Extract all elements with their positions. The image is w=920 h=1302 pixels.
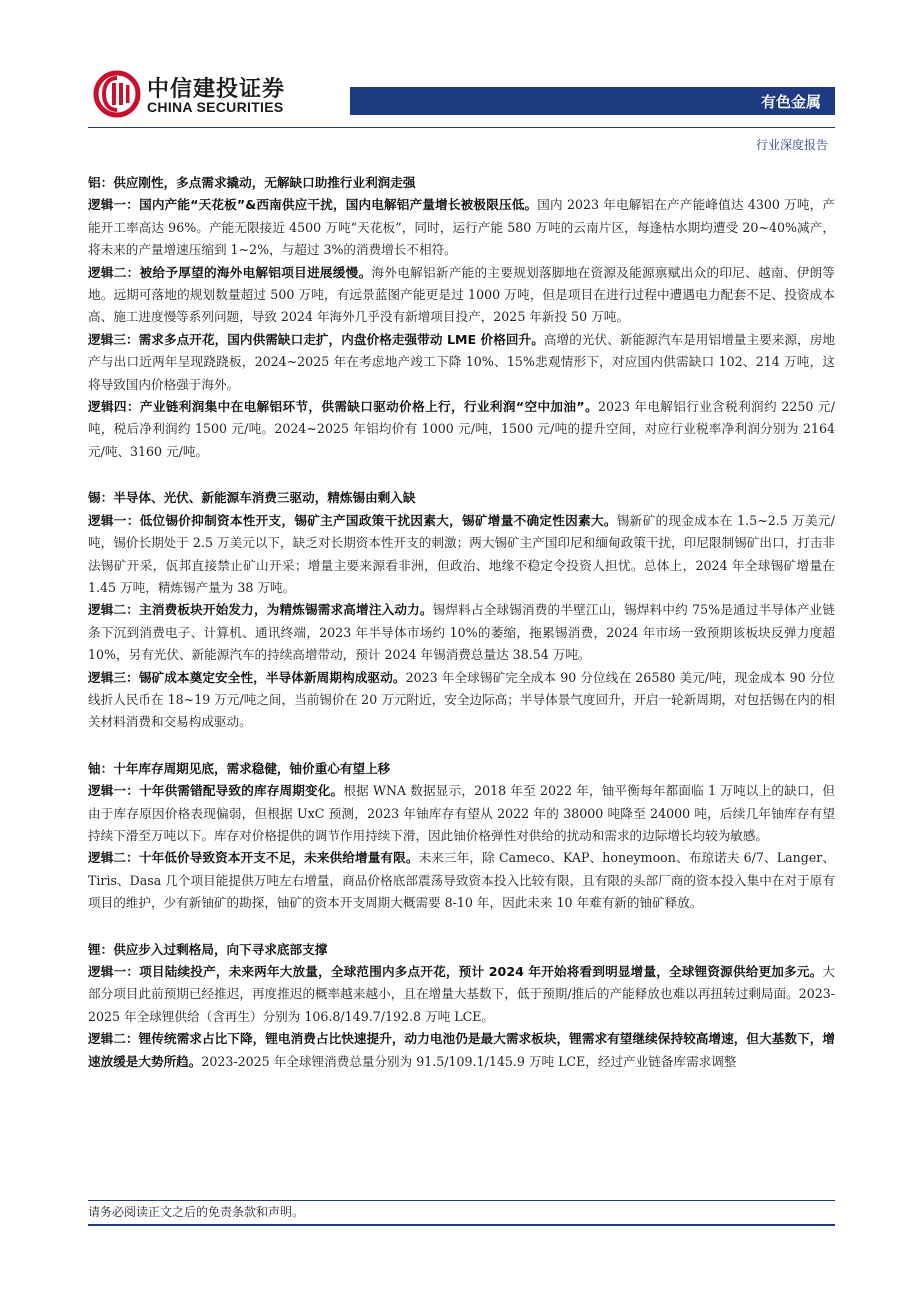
paragraph-body: 海外电解铝新产能的主要规划落脚地在资源及能源禀赋出众的印尼、越南、伊朗等地。远期可落地的规划数量超过 500 万吨，有远景蓝图产能更是过 1000 万吨，但是项目在进行过程中遭遇电力配套不足、投资成本高、施工进度慢等系列问题，导致 2024 年海外几乎没有新增项目投产，2025 年新投 50 万吨。	[88, 264, 836, 325]
paragraph	[88, 599, 835, 666]
paragraph-lead: 逻辑一：项目陆续投产，未来两年大放量，全球范围内多点开花，预计 2024 年开始将看到明显增量，全球锂资源供给更加多元。	[88, 964, 823, 979]
paragraph-body: 2023 年全球锡矿完全成本 90 分位线在 26580 美元/吨，现金成本 90 分位线折人民币在 18~19 万元/吨之间，当前锡价在 20 万元附近，安全边际高；半导体景气度回升，开启一轮新周期，对包括锡在内的相关材料消费和交易构成驱动。	[88, 669, 836, 730]
section-lithium	[88, 939, 835, 1073]
paragraph-body: 根据 WNA 数据显示，2018 年至 2022 年，铀平衡每年都面临 1 万吨以上的缺口，但由于库存原因价格表现偏弱，但根据 UxC 预测，2023 年铀库存有望从 2022 年的 38000 吨降至 24000 吨，后续几年铀库存有望持续下滑至万吨以下。库存对价格提供的调节作用持续下滑，因此铀价格弹性对供给的扰动和需求的边际增长均较为敏感。	[88, 783, 836, 843]
paragraph	[88, 1028, 835, 1073]
footer-bottom-divider	[88, 1224, 835, 1226]
paragraph-lead: 逻辑二：锂传统需求占比下降，锂电消费占比快速提升，动力电池仍是最大需求板块，锂需求有望继续保持较高增速，但大基数下，增速放缓是大势所趋。	[88, 1031, 835, 1069]
paragraph	[88, 396, 835, 463]
section-aluminum	[88, 172, 835, 463]
paragraph	[88, 847, 835, 914]
paragraph-body: 锡新矿的现金成本在 1.5~2.5 万美元/吨，锡价长期处于 2.5 万美元以下，缺乏对长期资本性开支的刺激；两大锡矿主产国印尼和缅甸政策干扰，印尼限制锡矿出口，打击非法锡矿开采，佤邦直接禁止矿山开采；增量主要来源看非洲，但政治、地缘不稳定令投资人担忧。总体上，2024 年全球锡矿增量在 1.45 万吨，精炼锡产量为 38 万吨。	[88, 512, 836, 595]
paragraph	[88, 329, 835, 396]
paragraph-lead: 逻辑一：低位锡价抑制资本性开支，锡矿主产国政策干扰因素大，锡矿增量不确定性因素大。	[88, 512, 617, 528]
paragraph-body: 国内 2023 年电解铝在产产能峰值达 4300 万吨，产能开工率高达 96%。产能无限接近 4500 万吨“天花板”，同时，运行产能 580 万吨的云南片区，每逢枯水期均遭受 20~40%减产，将未来的产量增速压缩到 1~2%，与超过 3%的消费增长不相符。	[88, 197, 835, 258]
paragraph-lead: 逻辑一：十年供需错配导致的库存周期变化。	[88, 783, 344, 799]
paragraph-body: 2023 年电解铝行业含税利润约 2250 元/吨，税后净利润约 1500 元/吨。2024~2025 年铝均价有 1000 元/吨，1500 元/吨的提升空间，对应行业税率净利润分别为 2164 元/吨、3160 元/吨。	[88, 399, 835, 459]
report-type: 行业深度报告	[755, 138, 828, 152]
sector-banner	[350, 87, 835, 115]
header-divider	[88, 127, 835, 128]
paragraph	[88, 262, 835, 329]
footer-disclaimer: 请务必阅读正文之后的免责条款和声明。	[88, 1205, 305, 1219]
report-body	[88, 172, 835, 1073]
section-title: 锂：供应步入过剩格局，向下寻求底部支撑	[88, 941, 328, 957]
logo-english-name: CHINA SECURITIES	[147, 99, 284, 115]
paragraph	[88, 194, 835, 261]
china-securities-logo-icon	[93, 70, 141, 118]
logo-chinese-name: 中信建投证券	[147, 77, 286, 102]
paragraph-body: 锡焊料占全球锡消费的半壁江山，锡焊料中约 75%是通过半导体产业链条下沉到消费电子、计算机、通讯终端，2023 年半导体市场约 10%的萎缩，拖累锡消费，2024 年市场一致预期该板块反弹力度超 10%，另有光伏、新能源汽车的持续高增带动，预计 2024 年锡消费总量达 38.54 万吨。	[88, 602, 836, 663]
paragraph-lead: 逻辑三：需求多点开花，国内供需缺口走扩，内盘价格走强带动 LME 价格回升。	[88, 331, 544, 347]
paragraph-lead: 逻辑二：主消费板块开始发力，为精炼锡需求高增注入动力。	[88, 602, 433, 618]
paragraph	[88, 961, 835, 1028]
paragraph-lead: 逻辑三：锡矿成本奠定安全性，半导体新周期构成驱动。	[88, 669, 406, 685]
paragraph-body: 2023-2025 年全球锂消费总量分别为 91.5/109.1/145.9 万吨 LCE，经过产业链备库需求调整	[201, 1053, 737, 1069]
sector-label: 有色金属	[760, 93, 821, 111]
paragraph-body: 大部分项目此前预期已经推迟，再度推迟的概率越来越小，且在增量大基数下，低于预期/推后的产能释放也难以再扭转过剩局面。2023-2025 年全球锂供给（含再生）分别为 106.8/149.7/192.8 万吨 LCE。	[88, 964, 835, 1024]
footer-divider	[88, 1200, 835, 1201]
paragraph	[88, 780, 835, 847]
section-uranium	[88, 758, 835, 915]
company-logo	[93, 70, 286, 118]
paragraph	[88, 510, 835, 600]
paragraph-lead: 逻辑四：产业链利润集中在电解铝环节，供需缺口驱动价格上行，行业利润“空中加油”。	[88, 399, 598, 415]
paragraph-body: 未来三年，除 Cameco、KAP、honeymoon、布琼诺夫 6/7、Langer、Tiris、Dasa 几个项目能提供万吨左右增量，商品价格底部震荡导致资本投入比较有限，且有限的头部厂商的资本投入集中在对于原有项目的维护，少有新铀矿的勘探，铀矿的资本开支周期大概需要 8-10 年，因此未来 10 年难有新的铀矿释放。	[88, 850, 836, 911]
section-title: 铝：供应刚性，多点需求撬动，无解缺口助推行业利润走强	[88, 175, 416, 190]
paragraph-lead: 逻辑二：十年低价导致资本开支不足，未来供给增量有限。	[88, 850, 419, 866]
section-title: 锡：半导体、光伏、新能源车消费三驱动，精炼锡由剩入缺	[88, 490, 416, 506]
section-tin	[88, 487, 835, 733]
paragraph-lead: 逻辑一：国内产能“天花板”&西南供应干扰，国内电解铝产量增长被极限压低。	[88, 197, 538, 213]
paragraph-body: 高增的光伏、新能源汽车是用铝增量主要来源，房地产与出口近两年呈现跷跷板，2024~2025 年在考虑地产竣工下降 10%、15%悲观情形下，对应国内供需缺口 102、214 万吨，这将导致国内价格强于海外。	[88, 331, 836, 392]
paragraph-lead: 逻辑二：被给予厚望的海外电解铝项目进展缓慢。	[88, 264, 372, 280]
section-title: 铀：十年库存周期见底，需求稳健，铀价重心有望上移	[88, 760, 391, 776]
paragraph	[88, 667, 835, 734]
